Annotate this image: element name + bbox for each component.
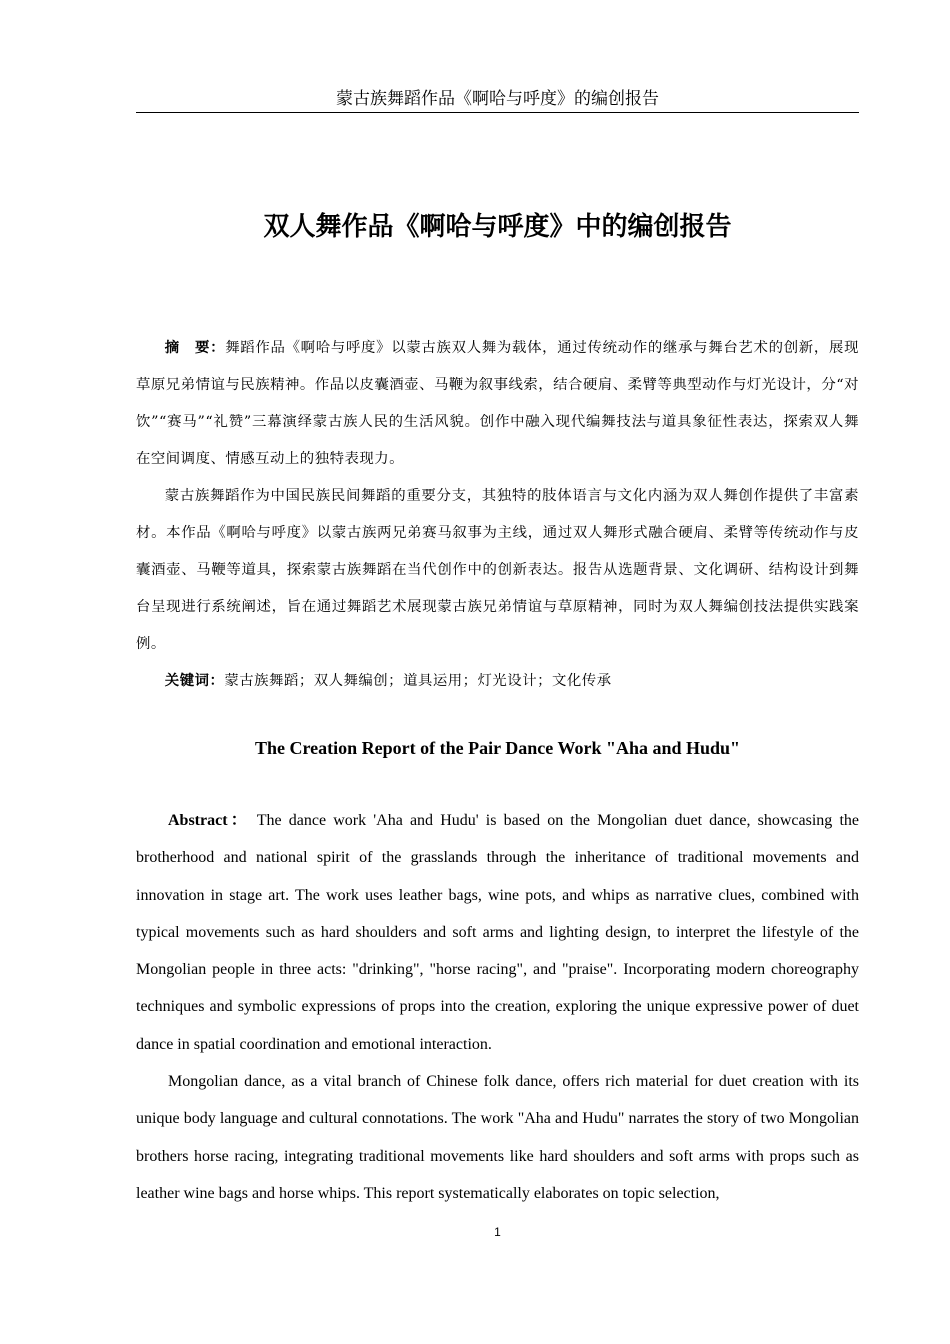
english-abstract-label: Abstract： [168, 812, 250, 829]
english-abstract-paragraph [136, 802, 859, 1063]
chinese-keywords-label: 关键词： [164, 673, 225, 689]
english-title: The Creation Report of the Pair Dance Work "Aha and Hudu" [254, 738, 740, 758]
running-header: 蒙古族舞蹈作品《啊哈与呼度》的编创报告 [136, 86, 859, 113]
chinese-abstract-text: 舞蹈作品《啊哈与呼度》以蒙古族双人舞为载体，通过传统动作的继承与舞台艺术的创新，展现草原兄弟情谊与民族精神。作品以皮囊酒壶、马鞭为叙事线索，结合硬肩、柔臂等典型动作与灯光设计，分“对饮”“赛马”“礼赞”三幕演绎蒙古族人民的生活风貌。创作中融入现代编舞技法与道具象征性表达，探索双人舞在空间调度、情感互动上的独特表现力。 [136, 340, 859, 467]
chinese-keywords-paragraph [136, 663, 859, 700]
chinese-intro-paragraph: 蒙古族舞蹈作为中国民族民间舞蹈的重要分支，其独特的肢体语言与文化内涵为双人舞创作提供了丰富素材。本作品《啊哈与呼度》以蒙古族两兄弟赛马叙事为主线，通过双人舞形式融合硬肩、柔臂等传统动作与皮囊酒壶、马鞭等道具，探索蒙古族舞蹈在当代创作中的创新表达。报告从选题背景、文化调研、结构设计到舞台呈现进行系统阐述，旨在通过舞蹈艺术展现蒙古族兄弟情谊与草原精神，同时为双人舞编创技法提供实践案例。 [136, 488, 859, 652]
page-number: 1 [494, 1225, 501, 1239]
chinese-keywords-text: 蒙古族舞蹈；双人舞编创；道具运用；灯光设计；文化传承 [224, 673, 612, 689]
english-intro-paragraph: Mongolian dance, as a vital branch of Chinese folk dance, offers rich material for duet creation with its unique body language and cultural connotations. The work "Aha and Hudu" narrates the story of two Mongolian brothers horse racing, integrating traditional movements like hard shoulders and soft arms with props such as leather wine bags and horse whips. This report systematically elaborates on topic selection, [136, 1073, 859, 1202]
chinese-title: 双人舞作品《啊哈与呼度》中的编创报告 [263, 212, 732, 242]
chinese-abstract-paragraph [136, 330, 859, 478]
chinese-abstract-section [136, 330, 859, 700]
english-abstract-text: The dance work 'Aha and Hudu' is based on the Mongolian duet dance, showcasing the brotherhood and national spirit of the grasslands through the inheritance of traditional movements and innovation in stage art. The work uses leather bags, wine pots, and whips as narrative clues, combined with typical movements such as hard shoulders and soft arms and lighting design, to interpret the lifestyle of the Mongolian people in three acts: "drinking", "horse racing", and "praise". Incorporating modern choreography techniques and symbolic expressions of props into the creation, exploring the unique expressive power of duet dance in spatial coordination and emotional interaction. [136, 812, 859, 1053]
chinese-abstract-label: 摘 要： [164, 340, 226, 356]
english-abstract-section [136, 802, 859, 1212]
